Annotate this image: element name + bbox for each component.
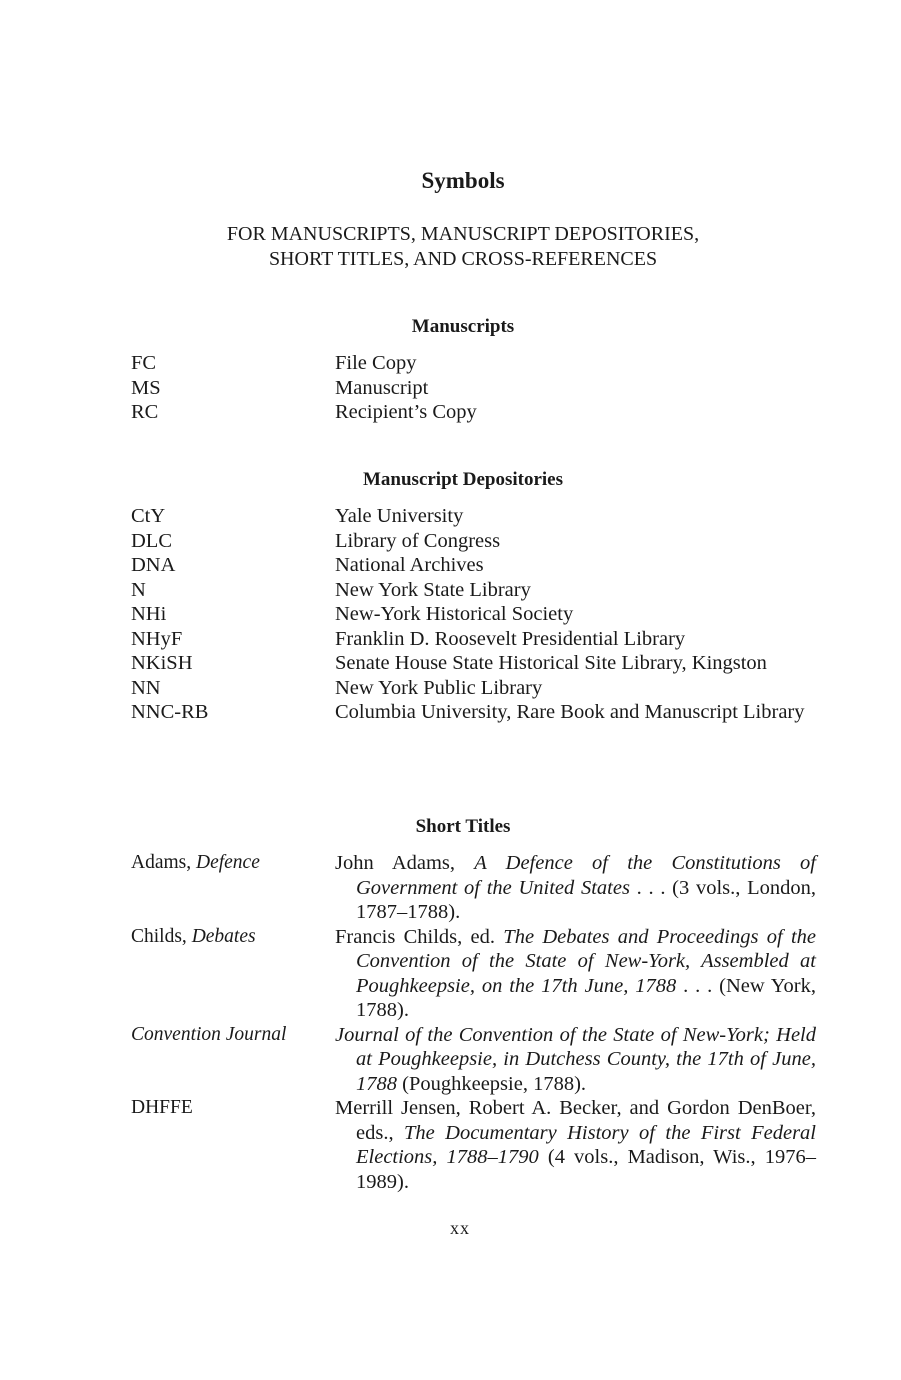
entry-symbol: RC (131, 401, 159, 423)
short-titles-list (0, 851, 901, 1194)
entry-meaning: New York State Library (335, 578, 531, 601)
citation-imprint: (4 vols., Madison, Wis., 1976–1989). (356, 1146, 816, 1193)
entry-citation (335, 1023, 816, 1097)
entry-meaning: Library of Congress (335, 529, 501, 552)
page-subtitle (0, 222, 901, 272)
short-title-entry (0, 1023, 901, 1097)
citation-author: Francis Childs, ed. (335, 925, 504, 948)
depository-entry (0, 676, 901, 701)
entry-meaning: File Copy (335, 352, 417, 374)
citation-title: The Documentary History of the First Federal Elections, 1788–1790 (356, 1121, 816, 1168)
short-title-entry (0, 851, 901, 925)
entry-symbol (131, 925, 256, 950)
page-number: xx (450, 1218, 470, 1238)
symbol-roman: DHFFE (131, 1097, 193, 1118)
entry-meaning: Yale University (335, 505, 464, 527)
citation-author: John Adams, (335, 852, 475, 874)
entry-meaning: National Archives (335, 554, 484, 576)
entry-symbol: MS (131, 376, 161, 399)
entry-meaning: New York Public Library (335, 676, 543, 699)
entry-symbol: CtY (131, 505, 166, 527)
symbol-italic: Debates (191, 925, 256, 947)
entry-symbol (131, 1023, 286, 1048)
entry-meaning: Manuscript (335, 376, 429, 399)
depository-entry (0, 651, 901, 676)
depositories-heading: Manuscript Depositories (362, 469, 563, 490)
depository-entry (0, 553, 901, 578)
entry-citation (335, 1096, 816, 1194)
entry-meaning: Columbia University, Rare Book and Manuscript Library (335, 701, 805, 723)
depository-entry (0, 700, 901, 725)
symbol-italic: Convention Journal (131, 1023, 287, 1045)
entry-symbol: NKiSH (131, 652, 193, 674)
entry-symbol: N (131, 578, 146, 601)
manuscripts-list (0, 351, 901, 425)
citation-title: Journal of the Convention of the State of New-York; Held at Poughkeepsie, in Dutchess County, the 17th of June, 1788 (335, 1023, 816, 1095)
subtitle-line-2: SHORT TITLES, AND CROSS-REFERENCES (268, 248, 658, 270)
manuscript-entry (0, 351, 901, 376)
symbol-roman: Childs, (131, 925, 192, 947)
citation-author: Merrill Jensen, Robert A. Becker, and Gordon DenBoer, eds., (335, 1097, 816, 1144)
entry-meaning: Franklin D. Roosevelt Presidential Library (335, 627, 686, 650)
depository-entry (0, 504, 901, 529)
page-title: Symbols (421, 168, 505, 193)
entry-citation (335, 851, 816, 925)
symbol-roman: Adams, (131, 852, 196, 873)
depository-entry (0, 578, 901, 603)
depository-entry (0, 529, 901, 554)
citation-imprint: . . . (New York, 1788). (356, 974, 817, 1021)
subtitle-line-1: FOR MANUSCRIPTS, MANUSCRIPT DEPOSITORIES, (226, 223, 700, 245)
entry-meaning: Senate House State Historical Site Library, Kingston (335, 652, 767, 674)
symbol-italic: Defence (196, 852, 260, 873)
depository-entry (0, 602, 901, 627)
manuscripts-heading: Manuscripts (411, 316, 515, 337)
entry-meaning: Recipient’s Copy (335, 401, 477, 423)
entry-symbol: NN (131, 676, 161, 699)
entry-symbol: DNA (131, 554, 176, 576)
depositories-list (0, 504, 901, 725)
entry-meaning: New-York Historical Society (335, 603, 574, 625)
short-title-entry (0, 925, 901, 1023)
short-titles-heading: Short Titles (415, 816, 511, 837)
citation-imprint: (Poughkeepsie, 1788). (397, 1072, 587, 1095)
citation-title: A Defence of the Constitutions of Government of the United States (356, 852, 816, 899)
entry-symbol: NHyF (131, 627, 183, 650)
entry-symbol: FC (131, 352, 157, 374)
entry-symbol (131, 851, 260, 876)
entry-symbol (131, 1096, 193, 1121)
short-title-entry (0, 1096, 901, 1194)
entry-symbol: NHi (131, 603, 167, 625)
citation-title: The Debates and Proceedings of the Convention of the State of New-York, Assembled at Poughkeepsie, on the 17th June, 1788 (356, 925, 816, 997)
entry-symbol: NNC-RB (131, 701, 209, 723)
depository-entry (0, 627, 901, 652)
manuscript-entry (0, 400, 901, 425)
entry-citation (335, 925, 816, 1023)
citation-imprint: . . . (3 vols., London, 1787–1788). (356, 876, 816, 923)
manuscript-entry (0, 376, 901, 401)
entry-symbol: DLC (131, 529, 172, 552)
